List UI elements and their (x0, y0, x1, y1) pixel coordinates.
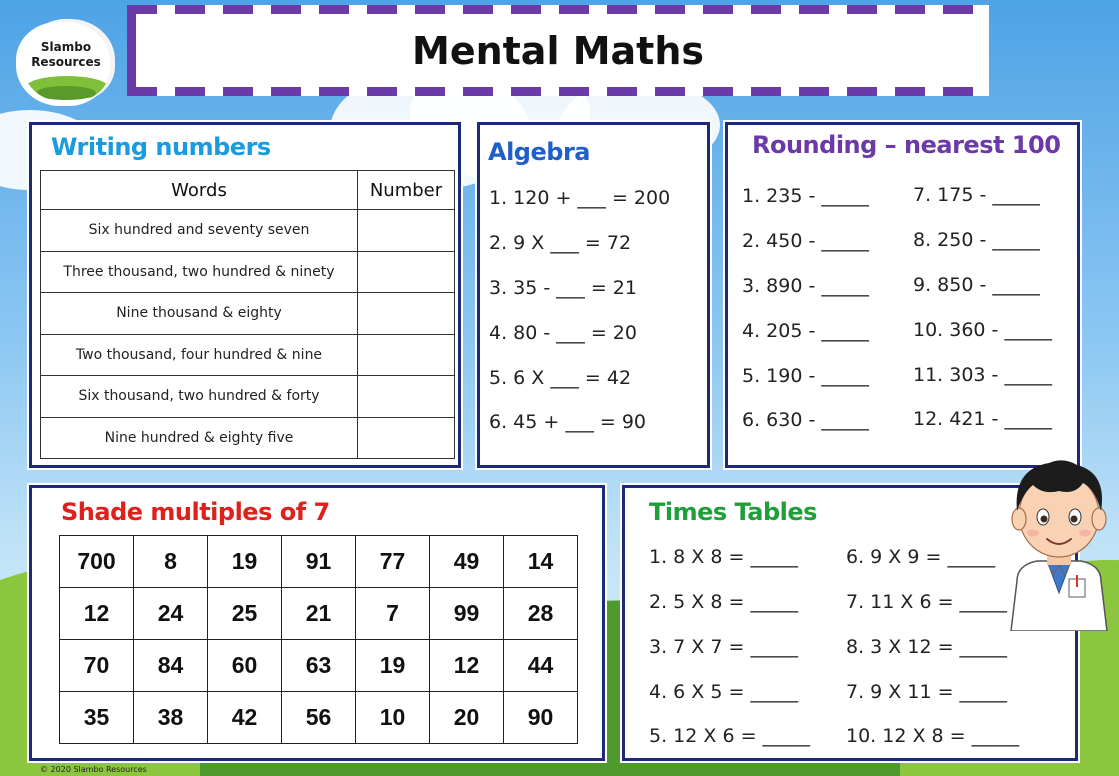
grid-cell[interactable]: 70 (60, 640, 134, 692)
rounding-question: 7. 175 - _____ (913, 184, 1040, 206)
grid-cell[interactable]: 56 (282, 692, 356, 744)
rounding-question: 6. 630 - _____ (742, 409, 869, 431)
grid-cell[interactable]: 8 (134, 536, 208, 588)
grid-row (60, 588, 578, 640)
grid-cell[interactable]: 10 (356, 692, 430, 744)
table-row (41, 293, 455, 335)
number-header: Number (358, 171, 455, 210)
grid-cell[interactable]: 91 (282, 536, 356, 588)
grid-cell[interactable]: 35 (60, 692, 134, 744)
rounding-question: 5. 190 - _____ (742, 365, 869, 387)
grid-cell[interactable]: 90 (504, 692, 578, 744)
algebra-question: 2. 9 X ___ = 72 (489, 232, 632, 254)
title-banner (127, 5, 989, 96)
grid-cell[interactable]: 77 (356, 536, 430, 588)
times-question: 6. 9 X 9 = _____ (846, 546, 995, 568)
grid-cell[interactable]: 19 (356, 640, 430, 692)
grid-row (60, 640, 578, 692)
rounding-title: Rounding – nearest 100 (752, 131, 1061, 159)
page-title: Mental Maths (412, 28, 704, 73)
multiples-panel (29, 485, 605, 761)
words-cell: Three thousand, two hundred & ninety (41, 251, 358, 293)
grid-cell[interactable]: 20 (430, 692, 504, 744)
multiples-grid (59, 535, 578, 744)
grid-cell[interactable]: 700 (60, 536, 134, 588)
grid-row (60, 692, 578, 744)
rounding-question: 12. 421 - _____ (913, 408, 1052, 430)
algebra-question: 5. 6 X ___ = 42 (489, 367, 632, 389)
rounding-question: 1. 235 - _____ (742, 185, 869, 207)
grid-cell[interactable]: 44 (504, 640, 578, 692)
times-question: 10. 12 X 8 = _____ (846, 725, 1020, 747)
times-question: 5. 12 X 6 = _____ (649, 725, 811, 747)
grid-cell[interactable]: 7 (356, 588, 430, 640)
table-row (41, 334, 455, 376)
grid-cell[interactable]: 60 (208, 640, 282, 692)
times-question: 7. 9 X 11 = _____ (846, 681, 1008, 703)
scientist-boy-illustration (1003, 453, 1115, 631)
table-header-row (41, 171, 455, 210)
times-question: 4. 6 X 5 = _____ (649, 681, 798, 703)
words-cell: Six thousand, two hundred & forty (41, 376, 358, 418)
title-banner-inner (136, 14, 980, 87)
rounding-question: 11. 303 - _____ (913, 364, 1052, 386)
grid-row (60, 536, 578, 588)
grid-cell[interactable]: 49 (430, 536, 504, 588)
words-cell: Nine thousand & eighty (41, 293, 358, 335)
rounding-question: 4. 205 - _____ (742, 320, 869, 342)
algebra-question: 1. 120 + ___ = 200 (489, 187, 671, 209)
times-tables-title: Times Tables (649, 498, 817, 526)
number-answer-cell[interactable] (358, 417, 455, 459)
words-cell: Six hundred and seventy seven (41, 210, 358, 252)
rounding-panel (725, 122, 1080, 468)
grid-cell[interactable]: 99 (430, 588, 504, 640)
grid-cell[interactable]: 38 (134, 692, 208, 744)
grid-cell[interactable]: 84 (134, 640, 208, 692)
grid-cell[interactable]: 14 (504, 536, 578, 588)
number-answer-cell[interactable] (358, 334, 455, 376)
times-question: 7. 11 X 6 = _____ (846, 591, 1008, 613)
words-cell: Two thousand, four hundred & nine (41, 334, 358, 376)
table-row (41, 210, 455, 252)
rounding-question: 10. 360 - _____ (913, 319, 1052, 341)
number-answer-cell[interactable] (358, 210, 455, 252)
algebra-question: 3. 35 - ___ = 21 (489, 277, 637, 299)
rounding-question: 8. 250 - _____ (913, 229, 1040, 251)
words-cell: Nine hundred & eighty five (41, 417, 358, 459)
grid-cell[interactable]: 12 (430, 640, 504, 692)
algebra-title: Algebra (488, 138, 590, 166)
writing-numbers-panel (29, 122, 461, 468)
number-answer-cell[interactable] (358, 251, 455, 293)
writing-numbers-table (40, 170, 455, 459)
slambo-logo (22, 22, 110, 102)
logo-line2: Resources (31, 55, 101, 69)
number-answer-cell[interactable] (358, 376, 455, 418)
algebra-panel (477, 122, 710, 468)
algebra-question: 6. 45 + ___ = 90 (489, 411, 647, 433)
times-question: 8. 3 X 12 = _____ (846, 636, 1008, 658)
grid-cell[interactable]: 24 (134, 588, 208, 640)
grid-cell[interactable]: 42 (208, 692, 282, 744)
times-question: 3. 7 X 7 = _____ (649, 636, 798, 658)
rounding-question: 2. 450 - _____ (742, 230, 869, 252)
rounding-question: 3. 890 - _____ (742, 275, 869, 297)
grid-cell[interactable]: 28 (504, 588, 578, 640)
grid-cell[interactable]: 63 (282, 640, 356, 692)
table-row (41, 376, 455, 418)
rounding-question: 9. 850 - _____ (913, 274, 1040, 296)
writing-numbers-title: Writing numbers (51, 133, 271, 161)
times-question: 1. 8 X 8 = _____ (649, 546, 798, 568)
grid-cell[interactable]: 12 (60, 588, 134, 640)
grid-cell[interactable]: 21 (282, 588, 356, 640)
grid-cell[interactable]: 25 (208, 588, 282, 640)
grid-cell[interactable]: 19 (208, 536, 282, 588)
logo-text (22, 40, 110, 70)
table-row (41, 417, 455, 459)
algebra-question: 4. 80 - ___ = 20 (489, 322, 637, 344)
multiples-title: Shade multiples of 7 (61, 498, 330, 526)
number-answer-cell[interactable] (358, 293, 455, 335)
table-row (41, 251, 455, 293)
words-header: Words (41, 171, 358, 210)
logo-line1: Slambo (40, 40, 92, 54)
times-question: 2. 5 X 8 = _____ (649, 591, 798, 613)
logo-grass-shade (36, 86, 96, 100)
copyright-footer: © 2020 Slambo Resources (40, 765, 147, 774)
